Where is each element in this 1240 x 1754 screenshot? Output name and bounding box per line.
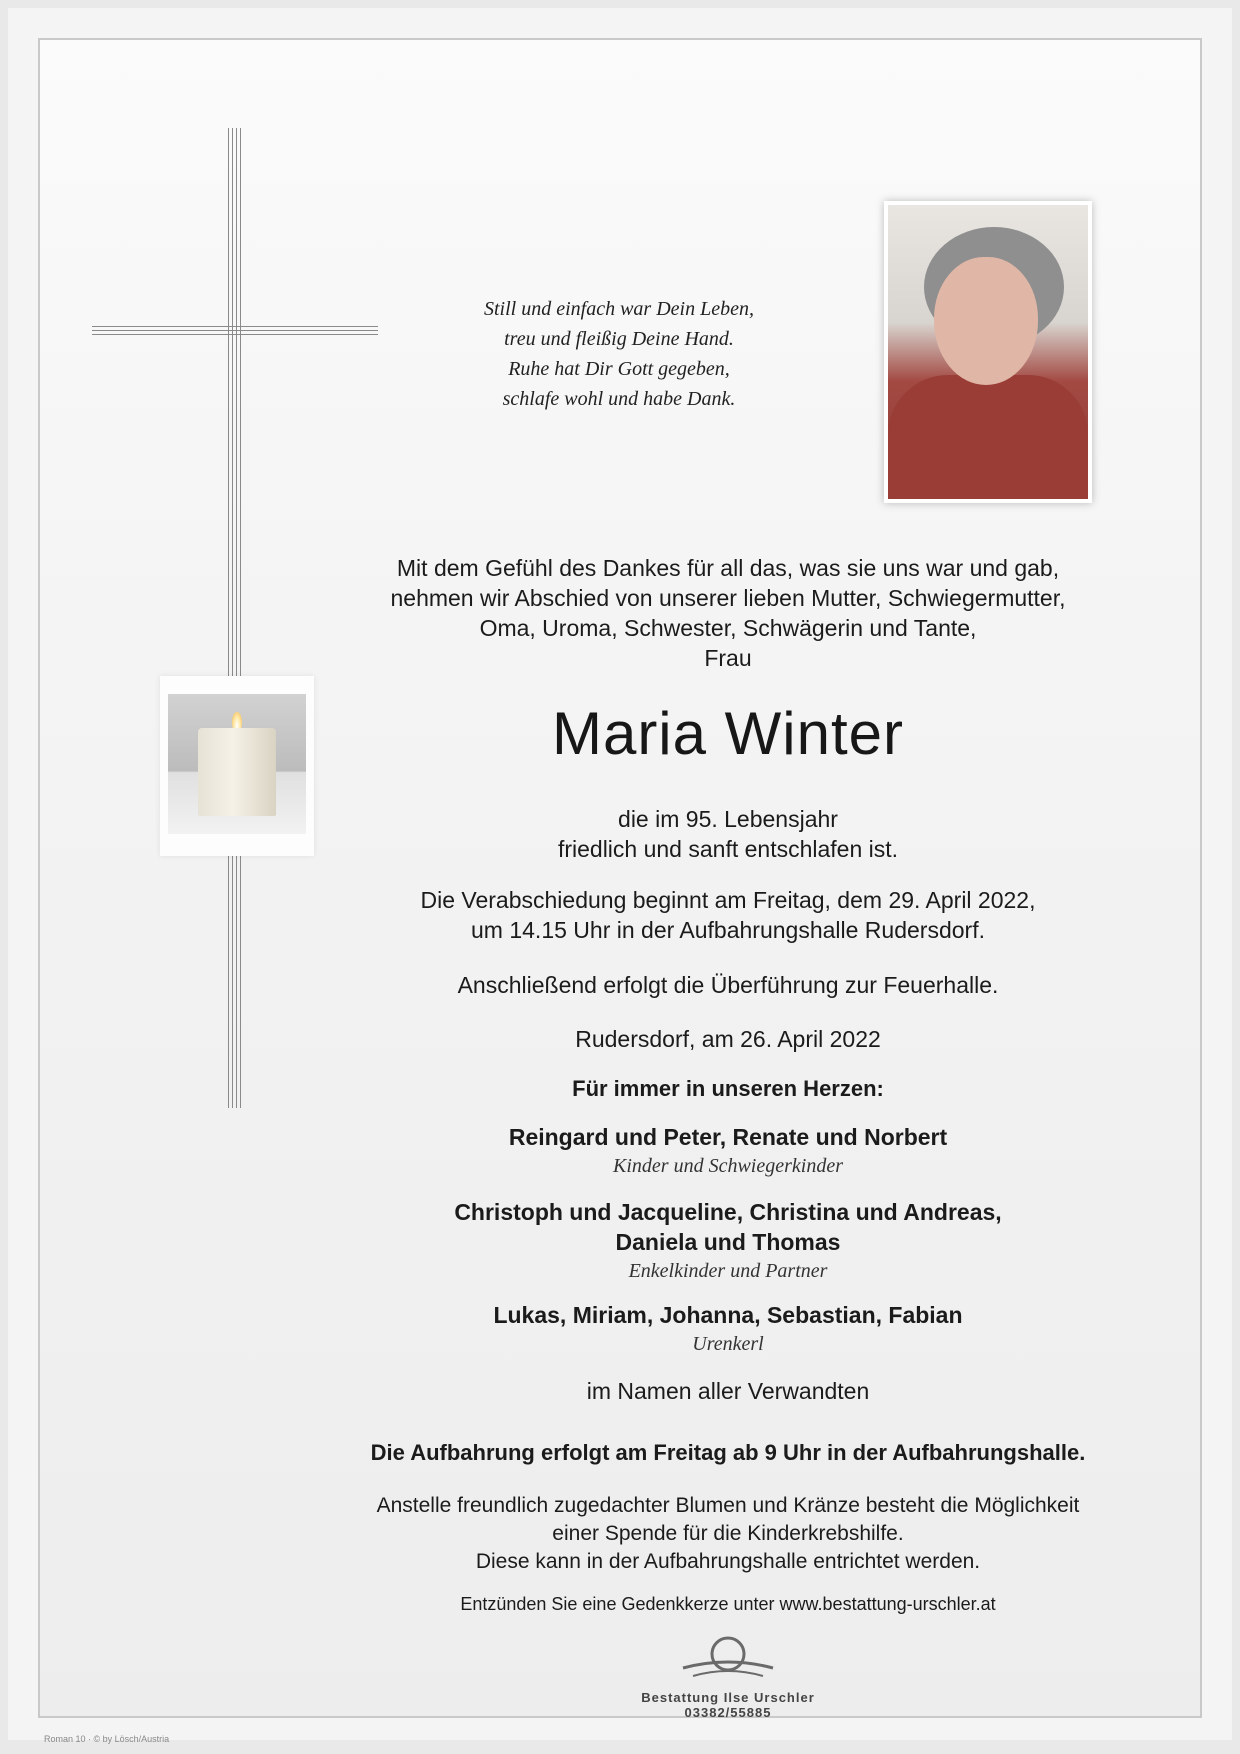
intro-line: Frau	[704, 645, 752, 671]
poem-line: treu und fleißig Deine Hand.	[504, 328, 734, 350]
funeral-line: um 14.15 Uhr in der Aufbahrungshalle Rudersdorf.	[471, 917, 985, 943]
place-date: Rudersdorf, am 26. April 2022	[575, 1026, 881, 1052]
intro-line: Oma, Uroma, Schwester, Schwägerin und Tante,	[479, 615, 977, 641]
portrait-photo	[884, 201, 1092, 503]
donation-line: Diese kann in der Aufbahrungshalle entrichtet werden.	[475, 1550, 981, 1573]
donation-line: Anstelle freundlich zugedachter Blumen und Kränze besteht die Möglichkeit	[376, 1494, 1080, 1517]
viewing-info: Die Aufbahrung erfolgt am Freitag ab 9 Uhr in der Aufbahrungshalle.	[370, 1440, 1086, 1465]
transfer-info: Anschließend erfolgt die Überführung zur Feuerhalle.	[457, 972, 999, 998]
age-text	[308, 804, 1148, 864]
family-names: Reingard und Peter, Renate und Norbert	[508, 1124, 948, 1150]
deceased-name: Maria Winter	[551, 700, 905, 767]
memorial-candle-link: Entzünden Sie eine Gedenkkerze unter www.bestattung-urschler.at	[460, 1594, 996, 1614]
donation-line: einer Spende für die Kinderkrebshilfe.	[552, 1522, 904, 1545]
undertaker-logo	[618, 1634, 838, 1720]
family-group-great-grandchildren	[308, 1300, 1148, 1358]
donation-info	[308, 1492, 1148, 1576]
relatives-line: im Namen aller Verwandten	[586, 1378, 870, 1404]
memorial-poem	[404, 294, 834, 414]
intro-line: nehmen wir Abschied von unserer lieben Mutter, Schwiegermutter,	[390, 585, 1066, 611]
funeral-line: Die Verabschiedung beginnt am Freitag, dem 29. April 2022,	[420, 887, 1036, 913]
undertaker-name: Bestattung Ilse Urschler	[641, 1690, 815, 1705]
family-role: Urenkerl	[692, 1333, 764, 1355]
funeral-info	[308, 885, 1148, 945]
candle-image	[160, 676, 314, 856]
undertaker-phone: 03382/55885	[684, 1705, 772, 1720]
family-group-grandchildren	[308, 1197, 1148, 1285]
cross-icon	[228, 128, 242, 1108]
footer-credit: Roman 10 · © by Lösch/Austria	[44, 1734, 170, 1744]
family-names: Daniela und Thomas	[615, 1229, 841, 1255]
poem-line: schlafe wohl und habe Dank.	[502, 388, 736, 410]
cross-bar	[92, 326, 378, 340]
intro-line: Mit dem Gefühl des Dankes für all das, was sie uns war und gab,	[396, 555, 1060, 581]
family-role: Kinder und Schwiegerkinder	[613, 1155, 843, 1177]
family-group-children	[308, 1122, 1148, 1180]
obituary-sheet	[8, 8, 1232, 1744]
age-line: friedlich und sanft entschlafen ist.	[557, 836, 899, 862]
forever-heading: Für immer in unseren Herzen:	[572, 1076, 884, 1101]
family-role: Enkelkinder und Partner	[628, 1260, 828, 1282]
poem-line: Ruhe hat Dir Gott gegeben,	[508, 358, 730, 380]
age-line: die im 95. Lebensjahr	[618, 806, 838, 832]
family-names: Lukas, Miriam, Johanna, Sebastian, Fabian	[493, 1302, 963, 1328]
intro-text	[308, 553, 1148, 673]
undertaker-logo-icon	[673, 1634, 783, 1682]
poem-line: Still und einfach war Dein Leben,	[484, 298, 754, 320]
family-names: Christoph und Jacqueline, Christina und Andreas,	[454, 1199, 1002, 1225]
